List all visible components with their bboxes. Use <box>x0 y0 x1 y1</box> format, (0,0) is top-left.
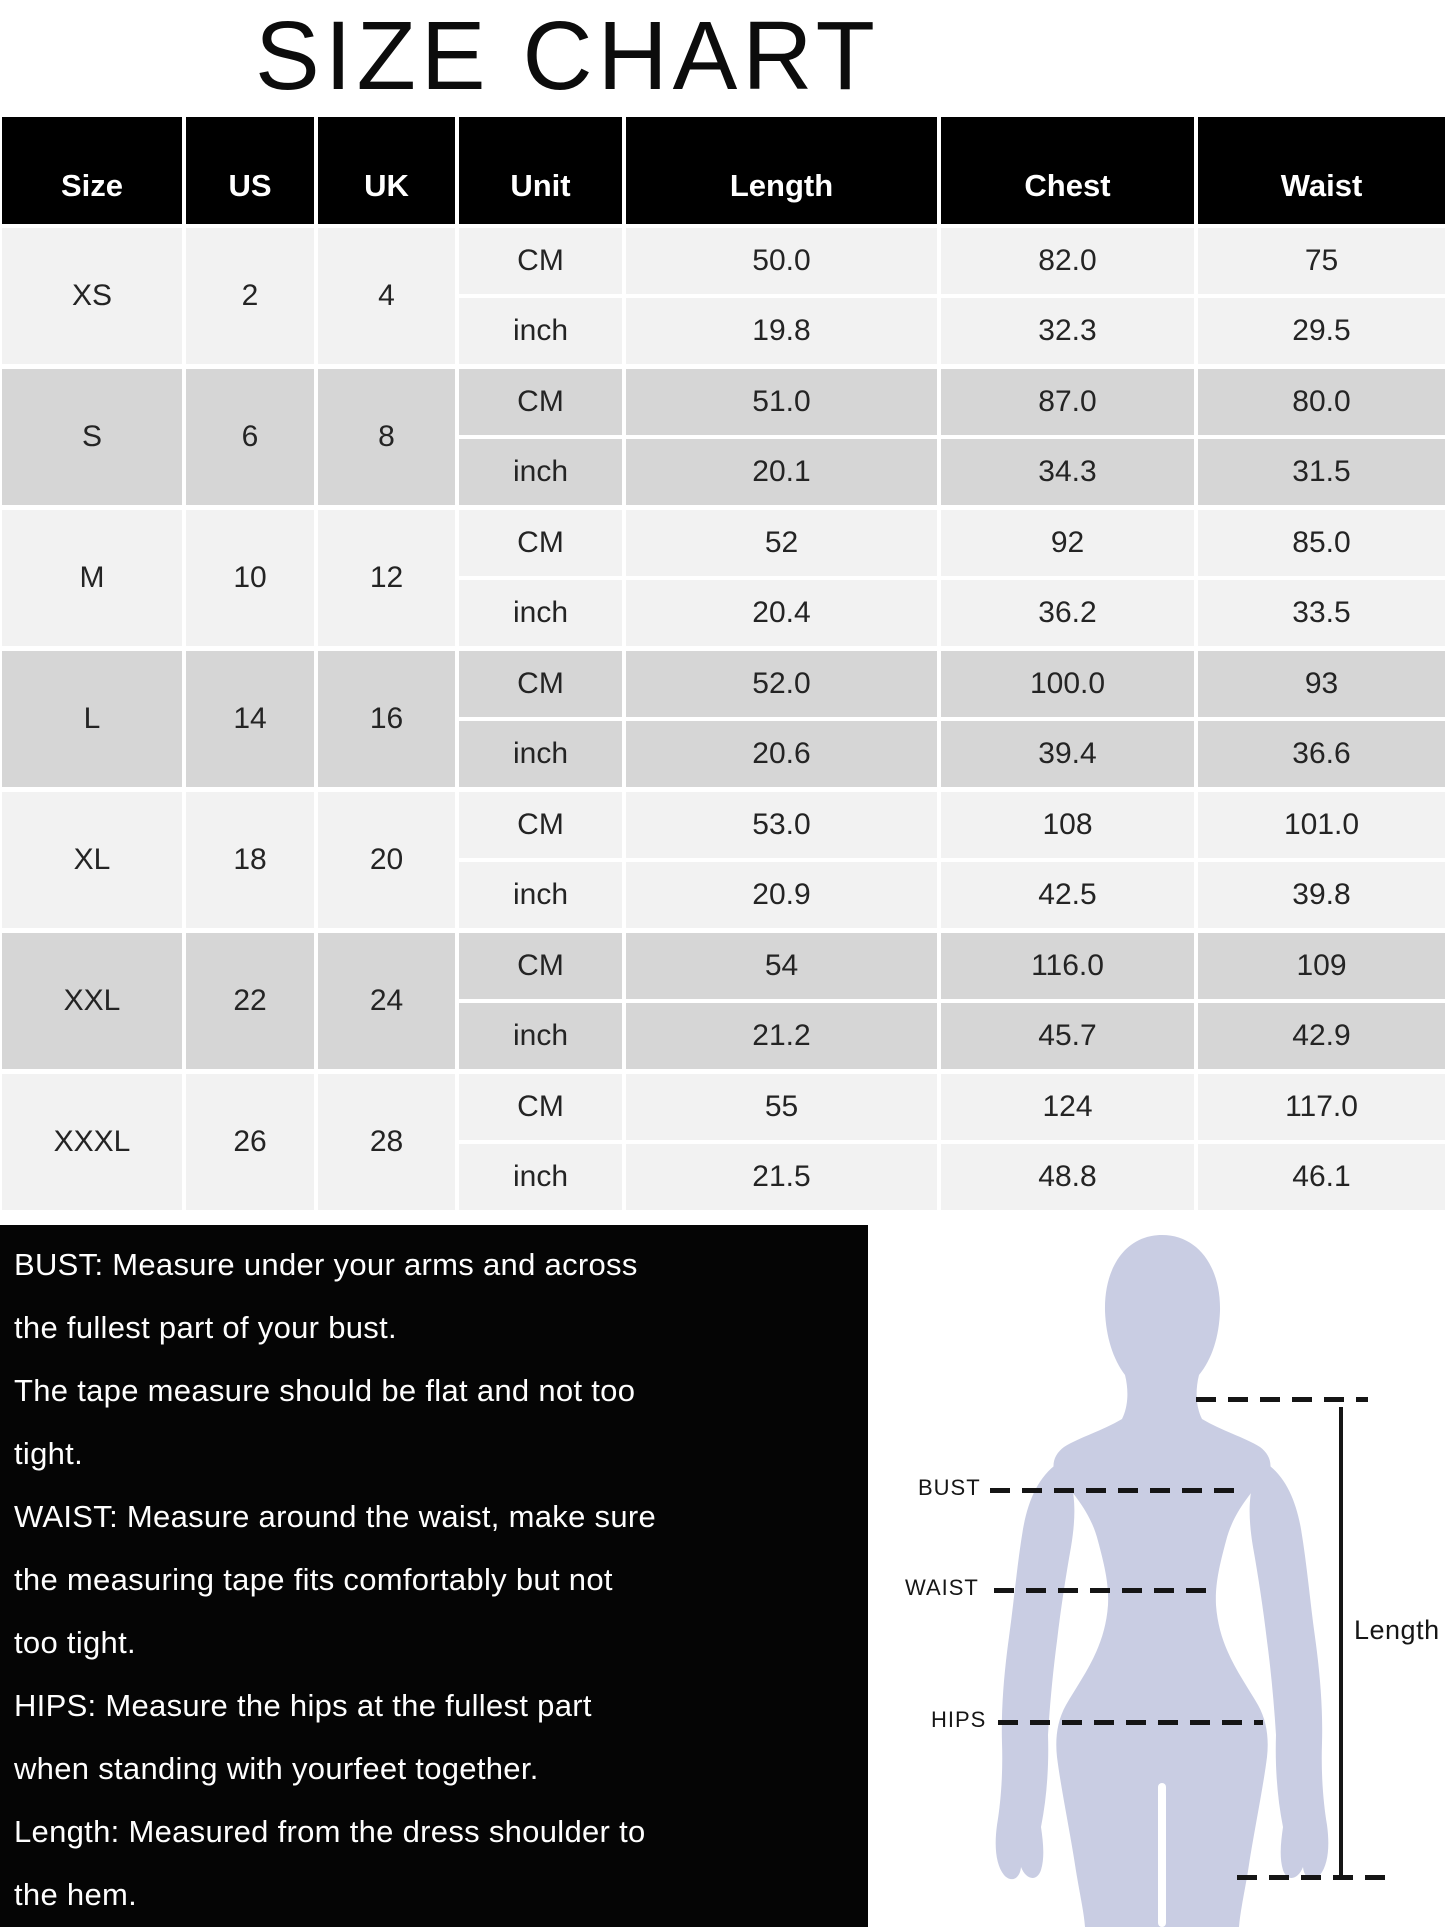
bust-label: BUST <box>918 1475 981 1500</box>
header-length: Length <box>626 117 937 224</box>
chest-cell: 32.3 <box>941 298 1194 364</box>
unit-cell: CM <box>459 1074 622 1140</box>
table-row-group-xl <box>2 792 1445 928</box>
hips-measure-line <box>998 1720 1263 1725</box>
length-cell: 50.0 <box>626 228 937 294</box>
chest-cell: 108 <box>941 792 1194 858</box>
unit-cell: inch <box>459 862 622 928</box>
instruction-line: The tape measure should be flat and not too <box>14 1373 636 1408</box>
size-table <box>2 117 1445 1215</box>
uk-cell: 16 <box>318 651 455 787</box>
waist-measure-line <box>994 1588 1218 1593</box>
size-cell: M <box>2 510 182 646</box>
waist-cell: 101.0 <box>1198 792 1445 858</box>
length-cell: 20.6 <box>626 721 937 787</box>
table-header-row <box>2 117 1445 224</box>
length-cell: 20.9 <box>626 862 937 928</box>
waist-cell: 42.9 <box>1198 1003 1445 1069</box>
chest-cell: 36.2 <box>941 580 1194 646</box>
unit-cell: CM <box>459 933 622 999</box>
instruction-line: HIPS: Measure the hips at the fullest part <box>14 1688 592 1723</box>
size-cell: L <box>2 651 182 787</box>
unit-cell: CM <box>459 228 622 294</box>
size-cell: XXL <box>2 933 182 1069</box>
unit-cell: CM <box>459 792 622 858</box>
waist-cell: 75 <box>1198 228 1445 294</box>
us-cell: 10 <box>186 510 314 646</box>
instruction-line: the fullest part of your bust. <box>14 1310 397 1345</box>
table-row-group-xxxl <box>2 1074 1445 1210</box>
waist-cell: 36.6 <box>1198 721 1445 787</box>
chest-cell: 116.0 <box>941 933 1194 999</box>
header-waist: Waist <box>1198 117 1445 224</box>
unit-cell: CM <box>459 369 622 435</box>
waist-cell: 39.8 <box>1198 862 1445 928</box>
waist-cell: 33.5 <box>1198 580 1445 646</box>
size-cell: XXXL <box>2 1074 182 1210</box>
table-row-group-xxl <box>2 933 1445 1069</box>
waist-cell: 117.0 <box>1198 1074 1445 1140</box>
us-cell: 2 <box>186 228 314 364</box>
waist-cell: 46.1 <box>1198 1144 1445 1210</box>
bottom-section <box>0 1215 1445 1927</box>
waist-cell: 85.0 <box>1198 510 1445 576</box>
table-row-group-m <box>2 510 1445 646</box>
chest-cell: 87.0 <box>941 369 1194 435</box>
length-cell: 51.0 <box>626 369 937 435</box>
chest-cell: 39.4 <box>941 721 1194 787</box>
length-cell: 52 <box>626 510 937 576</box>
uk-cell: 28 <box>318 1074 455 1210</box>
uk-cell: 24 <box>318 933 455 1069</box>
length-measure-line <box>1339 1407 1343 1875</box>
waist-label: WAIST <box>905 1575 979 1600</box>
chest-cell: 100.0 <box>941 651 1194 717</box>
uk-cell: 12 <box>318 510 455 646</box>
instruction-line: the measuring tape fits comfortably but not <box>14 1562 613 1597</box>
waist-cell: 109 <box>1198 933 1445 999</box>
waist-cell: 80.0 <box>1198 369 1445 435</box>
length-cell: 21.5 <box>626 1144 937 1210</box>
size-cell: S <box>2 369 182 505</box>
shoulder-measure-line <box>1196 1397 1368 1402</box>
page-title: SIZE CHART <box>255 1 880 110</box>
unit-cell: inch <box>459 580 622 646</box>
waist-cell: 93 <box>1198 651 1445 717</box>
instruction-line: WAIST: Measure around the waist, make sure <box>14 1499 657 1534</box>
chest-cell: 124 <box>941 1074 1194 1140</box>
us-cell: 6 <box>186 369 314 505</box>
instruction-line: the hem. <box>14 1877 138 1912</box>
header-chest: Chest <box>941 117 1194 224</box>
size-cell: XS <box>2 228 182 364</box>
length-cell: 54 <box>626 933 937 999</box>
unit-cell: inch <box>459 439 622 505</box>
measuring-instructions <box>0 1225 868 1927</box>
unit-cell: CM <box>459 651 622 717</box>
us-cell: 18 <box>186 792 314 928</box>
header-us: US <box>186 117 314 224</box>
waist-cell: 29.5 <box>1198 298 1445 364</box>
chest-cell: 48.8 <box>941 1144 1194 1210</box>
header-unit: Unit <box>459 117 622 224</box>
length-cell: 21.2 <box>626 1003 937 1069</box>
unit-cell: CM <box>459 510 622 576</box>
length-cell: 20.4 <box>626 580 937 646</box>
us-cell: 14 <box>186 651 314 787</box>
table-row-group-l <box>2 651 1445 787</box>
table-row-group-s <box>2 369 1445 505</box>
unit-cell: inch <box>459 1003 622 1069</box>
header-size: Size <box>2 117 182 224</box>
unit-cell: inch <box>459 721 622 787</box>
us-cell: 22 <box>186 933 314 1069</box>
instruction-line: BUST: Measure under your arms and across <box>14 1247 638 1282</box>
bust-measure-line <box>990 1488 1240 1493</box>
instruction-line: tight. <box>14 1436 84 1471</box>
chest-cell: 45.7 <box>941 1003 1194 1069</box>
uk-cell: 4 <box>318 228 455 364</box>
hem-measure-line <box>1237 1875 1389 1880</box>
table-row-group-xs <box>2 228 1445 364</box>
header-uk: UK <box>318 117 455 224</box>
length-cell: 55 <box>626 1074 937 1140</box>
uk-cell: 8 <box>318 369 455 505</box>
measurement-figure <box>868 1225 1445 1927</box>
chest-cell: 92 <box>941 510 1194 576</box>
instruction-line: Length: Measured from the dress shoulder to <box>14 1814 646 1849</box>
us-cell: 26 <box>186 1074 314 1210</box>
length-cell: 52.0 <box>626 651 937 717</box>
size-cell: XL <box>2 792 182 928</box>
length-cell: 53.0 <box>626 792 937 858</box>
chest-cell: 42.5 <box>941 862 1194 928</box>
instruction-line: when standing with yourfeet together. <box>14 1751 539 1786</box>
uk-cell: 20 <box>318 792 455 928</box>
unit-cell: inch <box>459 1144 622 1210</box>
unit-cell: inch <box>459 298 622 364</box>
length-cell: 20.1 <box>626 439 937 505</box>
length-label: Length <box>1354 1615 1440 1645</box>
instruction-line: too tight. <box>14 1625 136 1660</box>
length-cell: 19.8 <box>626 298 937 364</box>
chest-cell: 82.0 <box>941 228 1194 294</box>
chest-cell: 34.3 <box>941 439 1194 505</box>
waist-cell: 31.5 <box>1198 439 1445 505</box>
hips-label: HIPS <box>931 1707 987 1732</box>
